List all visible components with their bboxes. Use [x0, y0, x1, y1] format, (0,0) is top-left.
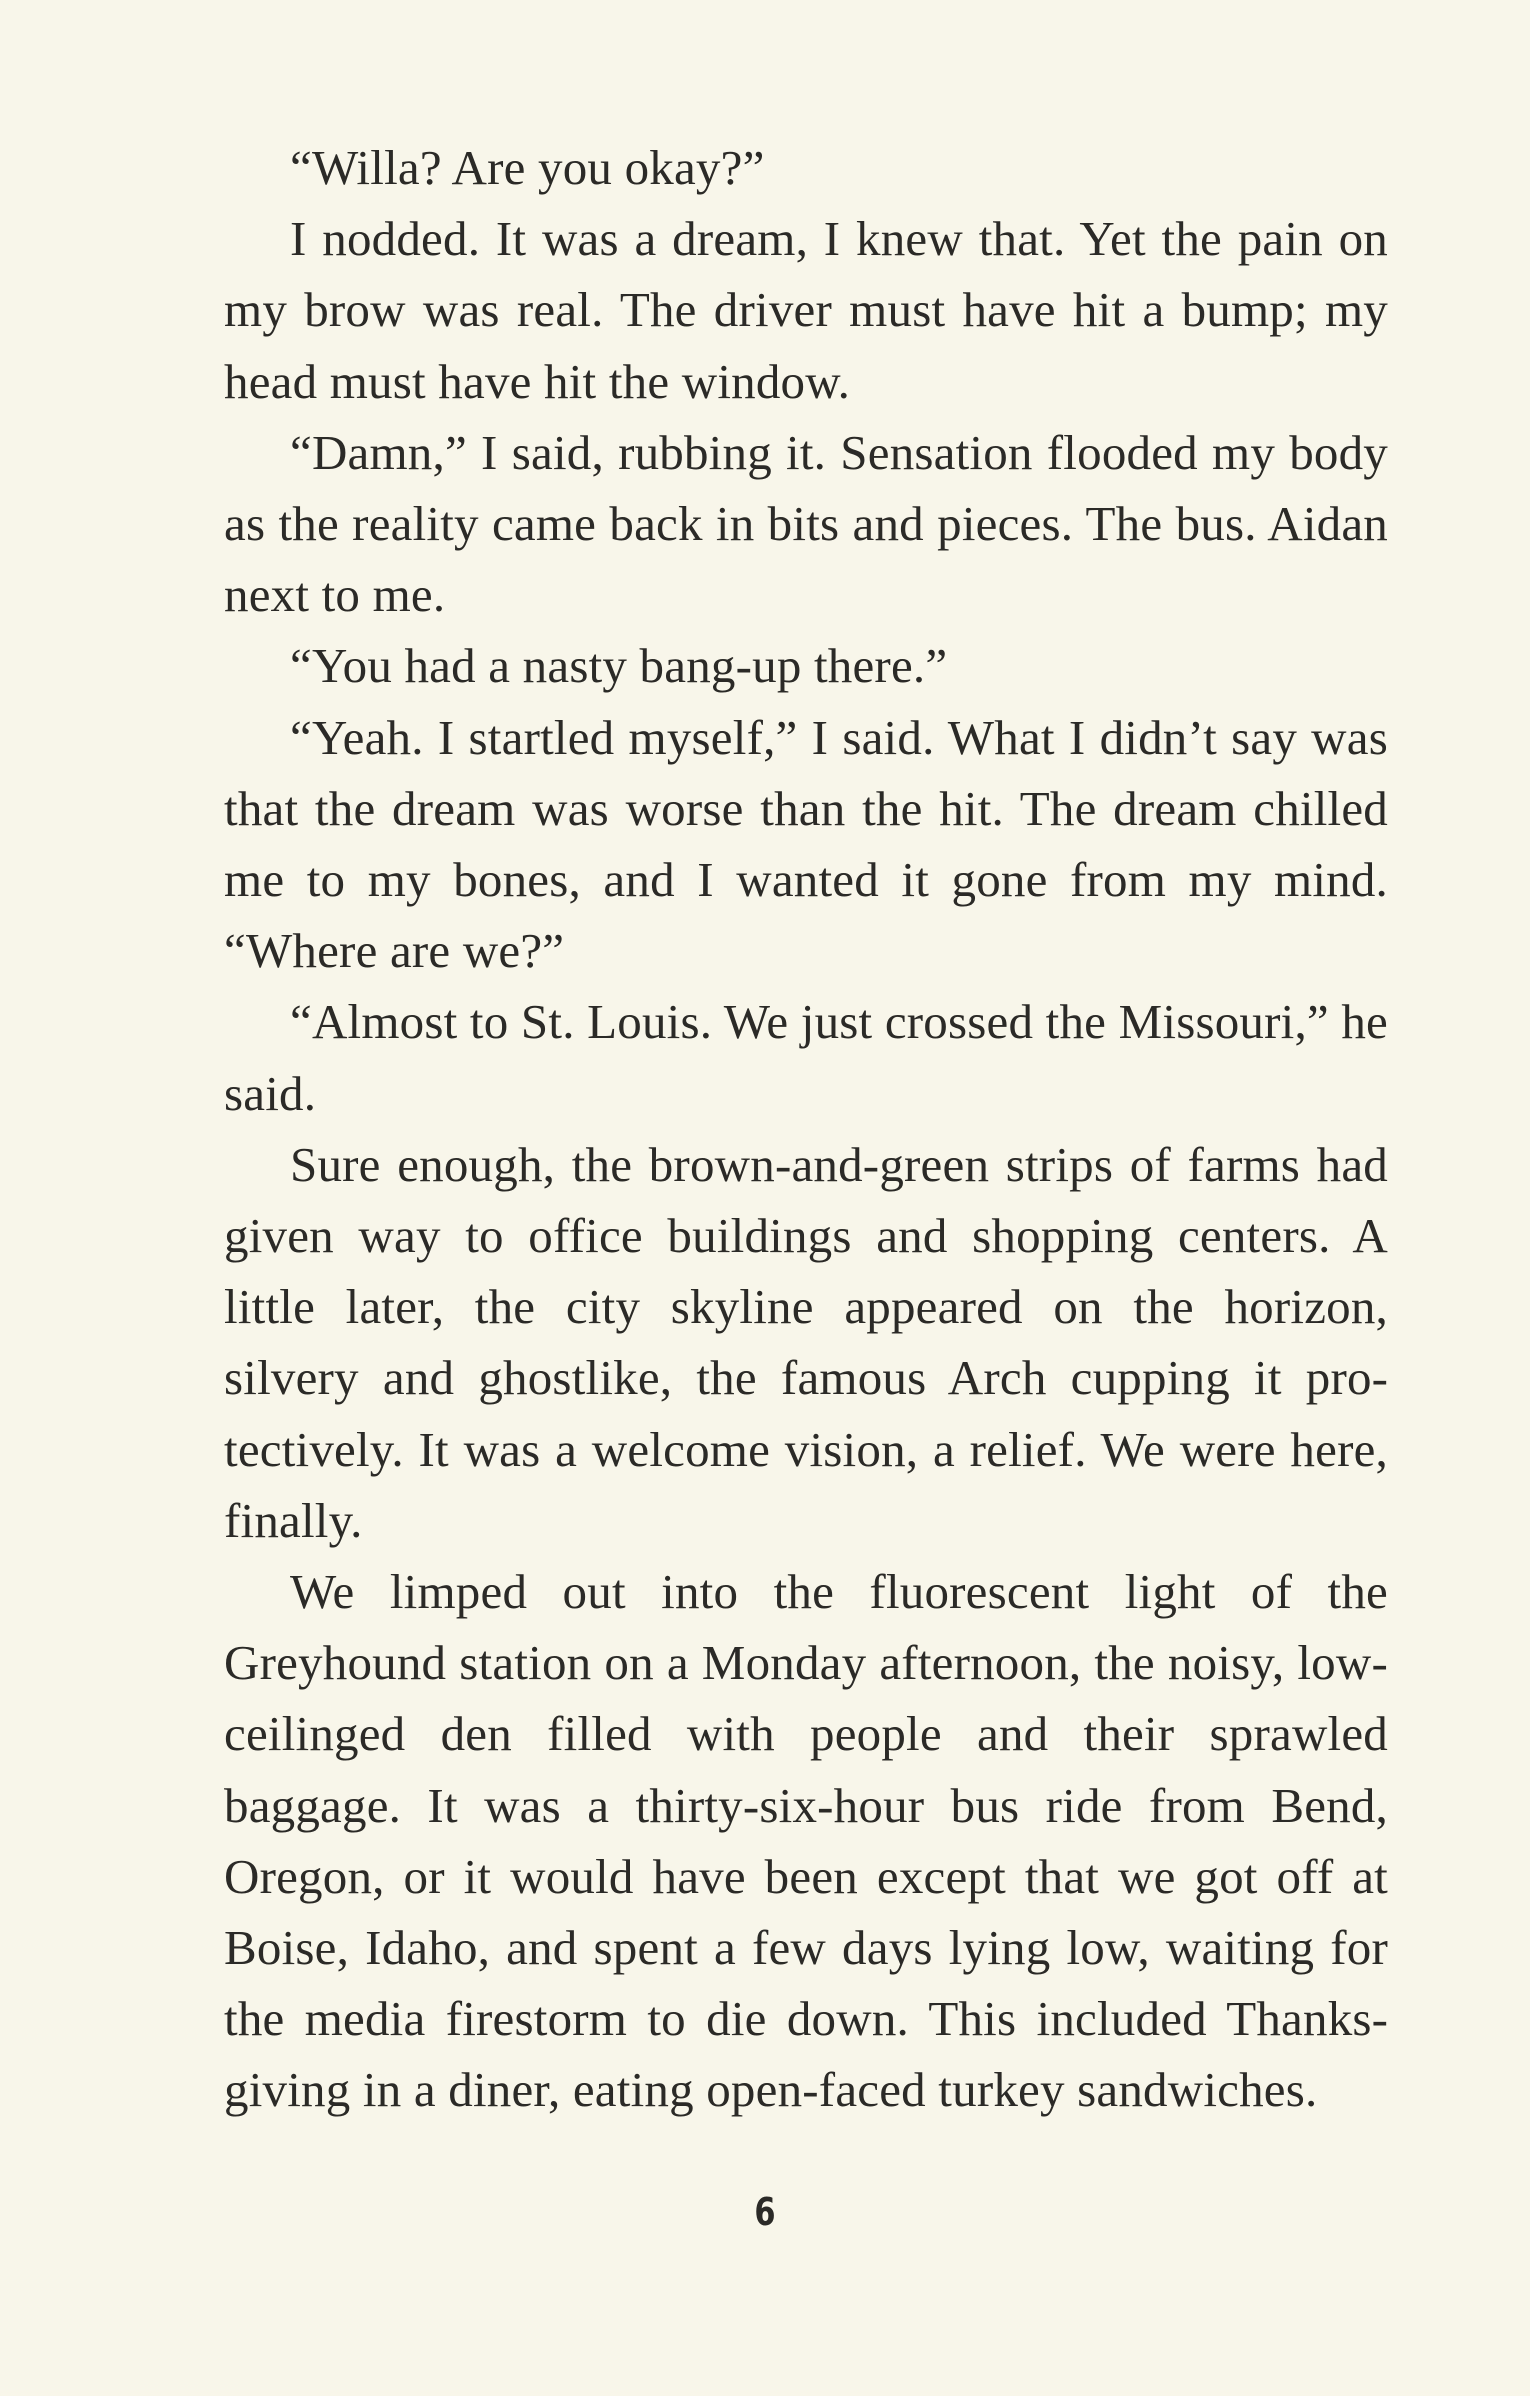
paragraph: “Almost to St. Louis. We just crossed the Missouri,” he said. [224, 994, 1388, 1121]
paragraph: We limped out into the fluorescent light of the Greyhound station on a Monday afternoon, the noisy, low-ceilinged den filled with people and their sprawled baggage. It was a thirty-six-hour bus ride from Bend, Oregon, or it would have been except that we got off at Boise, Idaho, and spent a few days lying low, waiting for the media firestorm to die down. This included Thanksgiving in a diner, eating open-faced turkey sandwiches. [224, 1564, 1388, 2118]
paragraph: “Willa? Are you okay?” [290, 140, 765, 195]
paragraph: “You had a nasty bang-up there.” [290, 638, 948, 694]
page-number: 6 [754, 2190, 776, 2234]
paragraph: Sure enough, the brown-and-green strips of farms had given way to office buildings and shopping centers. A little later, the city skyline appeared on the horizon, silvery and ghostlike, the famous Arch cupping it protectively. It was a welcome vision, a relief. We were here, finally. [224, 1136, 1388, 1548]
paragraph: “Damn,” I said, rubbing it. Sensation flooded my body as the reality came back in bits and pieces. The bus. Aidan next to me. [224, 424, 1388, 623]
paragraph: I nodded. It was a dream, I knew that. Yet the pain on my brow was real. The driver must have hit a bump; my head must have hit the window. [224, 211, 1388, 409]
body-text [224, 132, 1388, 2126]
paragraph: “Yeah. I startled myself,” I said. What I didn’t say was that the dream was worse than the hit. The dream chilled me to my bones, and I wanted it gone from my mind. “Where are we?” [224, 709, 1388, 979]
